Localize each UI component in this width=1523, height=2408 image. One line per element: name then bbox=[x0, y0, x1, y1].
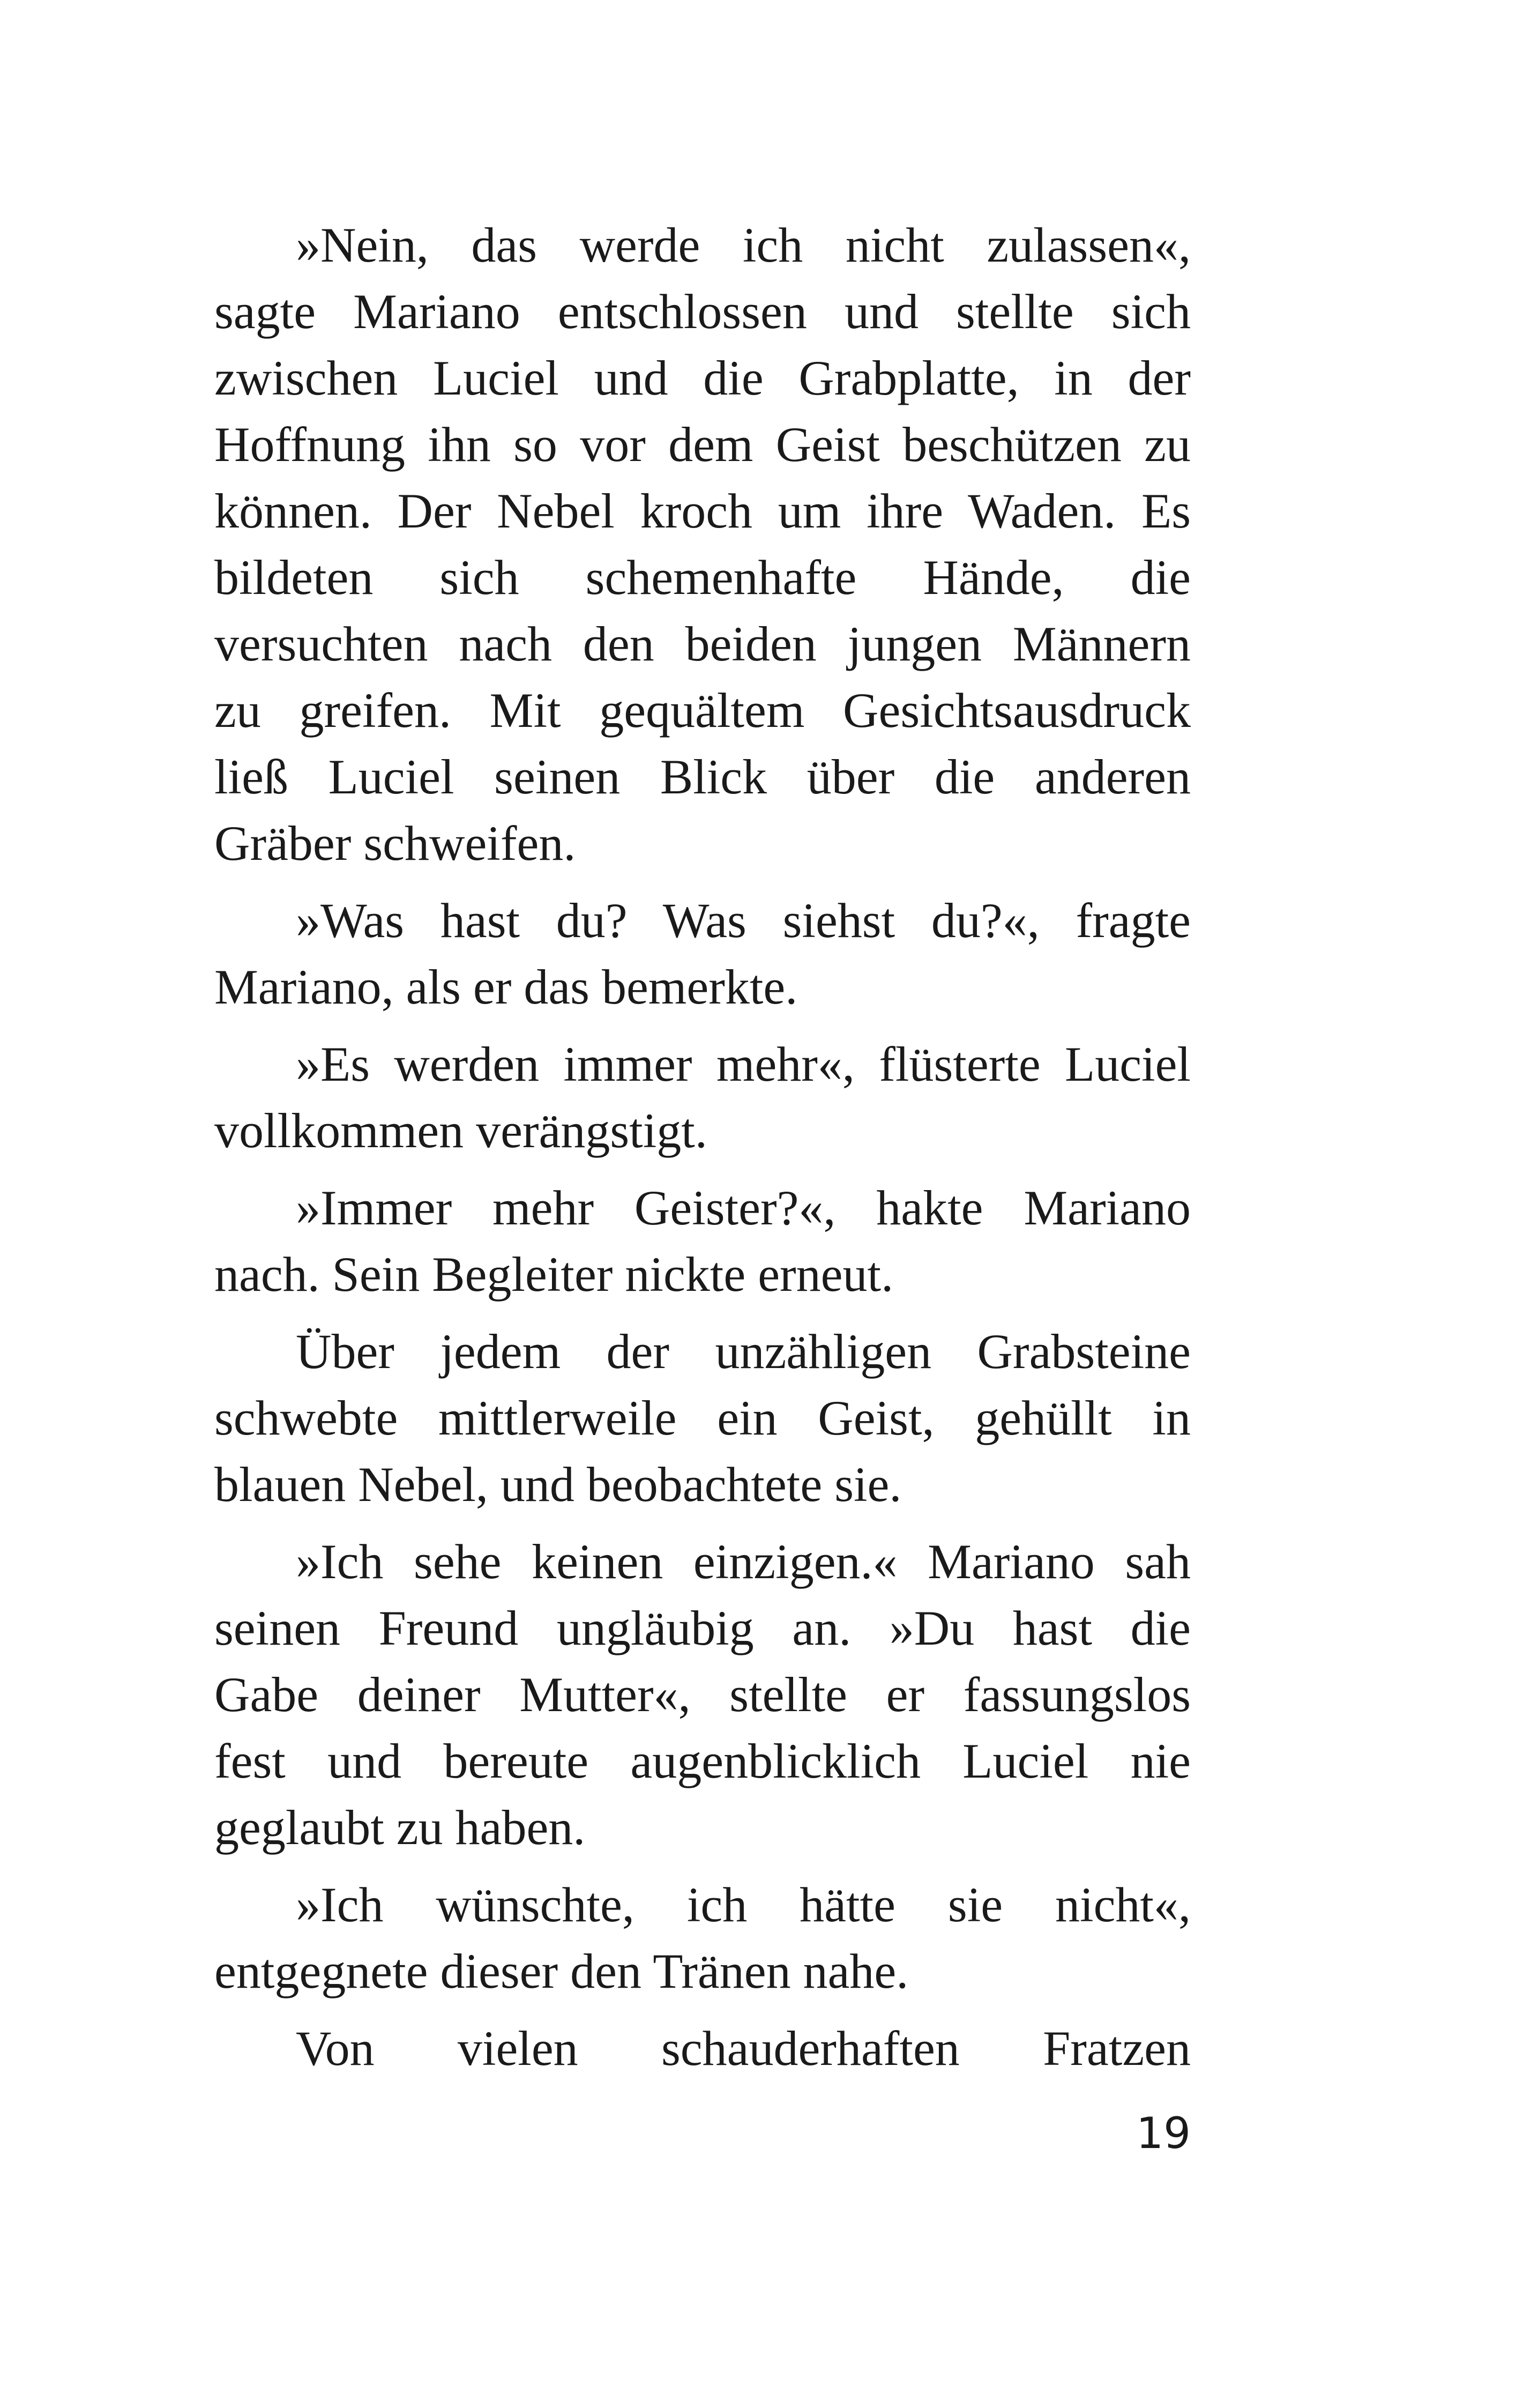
text-line: fest und bereute augenblicklich Luciel nie bbox=[214, 1734, 1191, 1788]
text-line: Gabe deiner Mutter«, stellte er fassungslos bbox=[214, 1667, 1191, 1722]
text-line: können. Der Nebel kroch um ihre Waden. Es bbox=[214, 484, 1191, 538]
paragraph bbox=[214, 1318, 1191, 1518]
text-line: Gräber schweifen. bbox=[214, 816, 576, 871]
text-line: seinen Freund ungläubig an. »Du hast die bbox=[214, 1601, 1191, 1655]
text-line: Mariano, als er das bemerkte. bbox=[214, 960, 798, 1014]
text-line: »Es werden immer mehr«, flüsterte Luciel bbox=[296, 1037, 1191, 1091]
text-line: »Immer mehr Geister?«, hakte Mariano bbox=[296, 1180, 1191, 1235]
paragraph bbox=[214, 1871, 1191, 2004]
text-line: versuchten nach den beiden jungen Männern bbox=[214, 616, 1191, 671]
text-line: sagte Mariano entschlossen und stellte sich bbox=[214, 284, 1191, 339]
text-line: zwischen Luciel und die Grabplatte, in der bbox=[214, 351, 1191, 405]
paragraph bbox=[214, 212, 1191, 876]
text-line: bildeten sich schemenhafte Hände, die bbox=[214, 550, 1191, 605]
text-line: schwebte mittlerweile ein Geist, gehüllt in bbox=[214, 1391, 1191, 1445]
text-line: Von vielen schauderhaften Fratzen bbox=[296, 2021, 1191, 2076]
text-line: Über jedem der unzähligen Grabsteine bbox=[296, 1324, 1191, 1379]
text-line: »Ich sehe keinen einzigen.« Mariano sah bbox=[296, 1534, 1191, 1589]
page-number: 19 bbox=[1136, 2108, 1191, 2158]
text-line: »Was hast du? Was siehst du?«, fragte bbox=[296, 893, 1191, 948]
text-line: Hoffnung ihn so vor dem Geist beschützen zu bbox=[214, 417, 1191, 472]
paragraph bbox=[214, 2015, 1191, 2082]
paragraph bbox=[214, 1031, 1191, 1164]
text-line: nach. Sein Begleiter nickte erneut. bbox=[214, 1247, 894, 1302]
text-line: geglaubt zu haben. bbox=[214, 1800, 586, 1855]
paragraph bbox=[214, 1528, 1191, 1861]
text-line: »Ich wünschte, ich hätte sie nicht«, bbox=[296, 1877, 1191, 1932]
text-line: ließ Luciel seinen Blick über die anderen bbox=[214, 749, 1191, 804]
paragraph bbox=[214, 887, 1191, 1020]
text-line: vollkommen verängstigt. bbox=[214, 1103, 707, 1158]
text-line: entgegnete dieser den Tränen nahe. bbox=[214, 1944, 909, 1998]
text-line: »Nein, das werde ich nicht zulassen«, bbox=[296, 218, 1191, 272]
paragraph bbox=[214, 1175, 1191, 1307]
body-text bbox=[214, 212, 1191, 2092]
text-line: blauen Nebel, und beobachtete sie. bbox=[214, 1457, 902, 1512]
text-line: zu greifen. Mit gequältem Gesichtsausdruck bbox=[214, 683, 1191, 738]
